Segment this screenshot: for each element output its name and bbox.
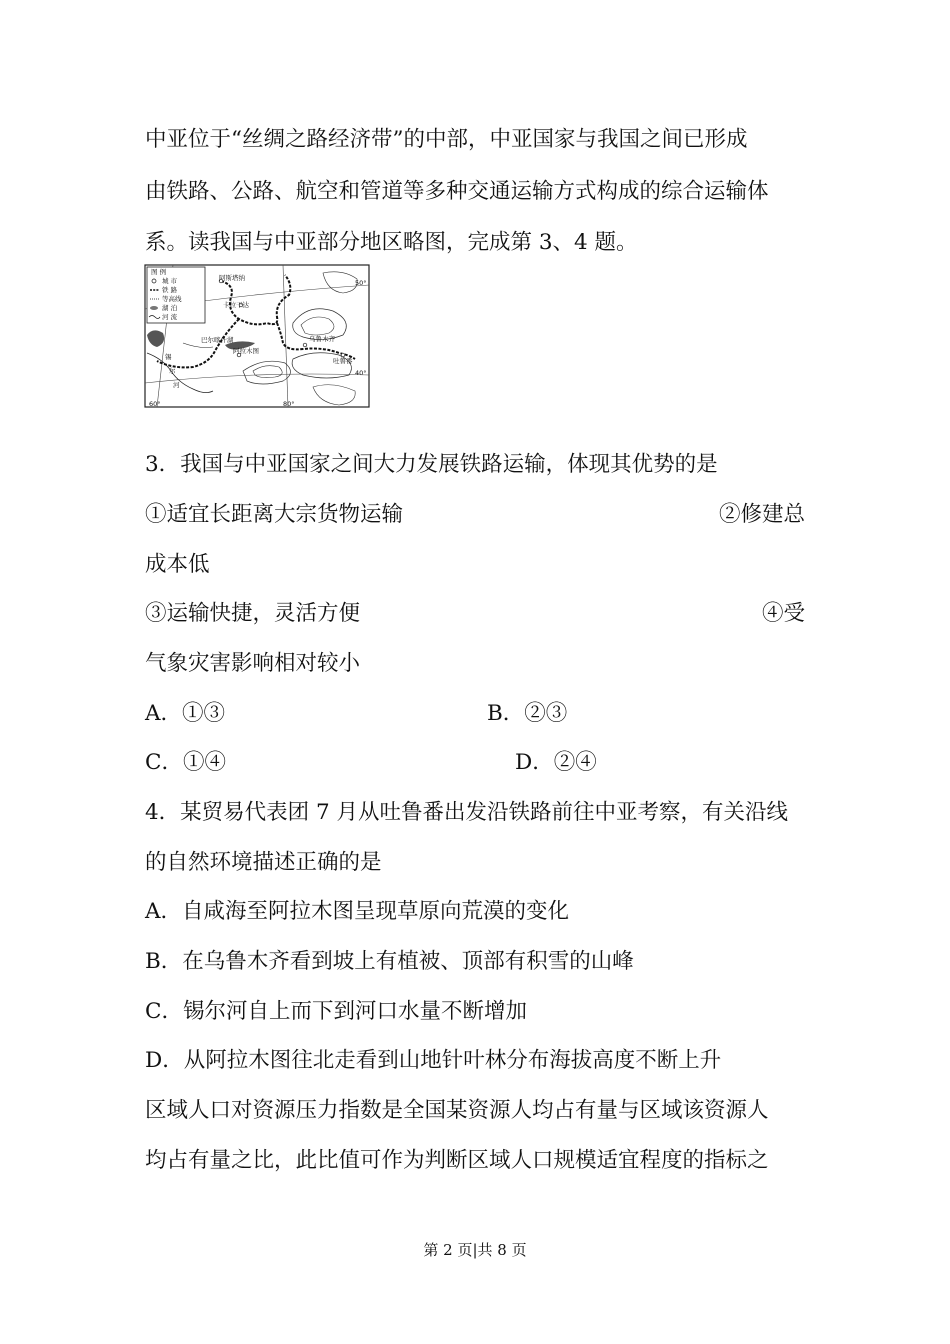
- intro-line-1: 中亚位于“丝绸之路经济带”的中部，中亚国家与我国之间已形成: [145, 127, 748, 152]
- q3-option-4-start: ④受: [761, 601, 805, 626]
- legend-item-lake: 湖 泊: [162, 304, 178, 312]
- river-char-2: 尔: [169, 367, 176, 375]
- q4-option-d: D．从阿拉木图往北走看到山地针叶林分布海拔高度不断上升: [145, 1048, 722, 1073]
- q4-option-a: A．自咸海至阿拉木图呈现草原向荒漠的变化: [145, 899, 570, 924]
- q3-option-2-end: 成本低: [145, 552, 210, 577]
- city-turpan: 吐鲁番: [333, 357, 353, 365]
- legend-lake-icon: [150, 306, 158, 310]
- next-intro-line-2: 均占有量之比，此比值可作为判断区域人口规模适宜程度的指标之: [145, 1148, 769, 1173]
- next-intro-line-1: 区域人口对资源压力指数是全国某资源人均占有量与区域该资源人: [145, 1098, 769, 1123]
- city-urumqi: 乌鲁木齐: [309, 335, 335, 343]
- q3-option-3: ③运输快捷，灵活方便: [145, 601, 361, 626]
- lon-60: 60°: [149, 400, 161, 408]
- legend-title: 图 例: [151, 268, 167, 276]
- intro-line-3: 系。读我国与中亚部分地区略图，完成第 3、4 题。: [145, 230, 638, 255]
- legend-item-city: 城 市: [162, 277, 178, 285]
- city-karaganda: 卡拉干达: [223, 301, 249, 309]
- q4-stem-line-2: 的自然环境描述正确的是: [145, 850, 382, 875]
- q4-option-b: B．在乌鲁木齐看到坡上有植被、顶部有积雪的山峰: [145, 949, 634, 974]
- river-char-1: 锡: [165, 353, 172, 361]
- lat-50: 50°: [355, 279, 367, 287]
- legend-item-river: 河 流: [162, 313, 178, 321]
- q3-choice-a: A．①③: [145, 701, 226, 726]
- q3-choice-d: D．②④: [515, 750, 597, 775]
- q3-option-1: ①适宜长距离大宗货物运输: [145, 502, 404, 527]
- q4-stem-line-1: 4．某贸易代表团 7 月从吐鲁番出发沿铁路前往中亚考察，有关沿线: [145, 800, 789, 825]
- q3-option-2-start: ②修建总: [718, 502, 805, 527]
- legend-item-contour: 等高线: [162, 295, 182, 303]
- q3-choice-b: B．②③: [487, 701, 568, 726]
- legend-item-railway: 铁 路: [162, 286, 178, 294]
- map-figure: [143, 263, 371, 411]
- q3-option-4-end: 气象灾害影响相对较小: [145, 651, 361, 676]
- q3-choice-c: C．①④: [145, 750, 226, 775]
- lon-80: 80°: [283, 400, 295, 408]
- lat-40: 40°: [355, 369, 367, 377]
- central-asia-map: [143, 263, 371, 411]
- lake-balkhash: 巴尔喀什湖: [201, 336, 234, 344]
- river-char-3: 河: [173, 381, 180, 389]
- city-almaty: 阿拉木图: [233, 347, 259, 355]
- intro-line-2: 由铁路、公路、航空和管道等多种交通运输方式构成的综合运输体: [145, 179, 769, 204]
- q3-stem: 3．我国与中亚国家之间大力发展铁路运输，体现其优势的是: [145, 452, 718, 477]
- page-footer: 第 2 页|共 8 页: [423, 1241, 527, 1259]
- q4-option-c: C．锡尔河自上而下到河口水量不断增加: [145, 999, 527, 1024]
- city-astana: 阿斯塔纳: [219, 274, 245, 282]
